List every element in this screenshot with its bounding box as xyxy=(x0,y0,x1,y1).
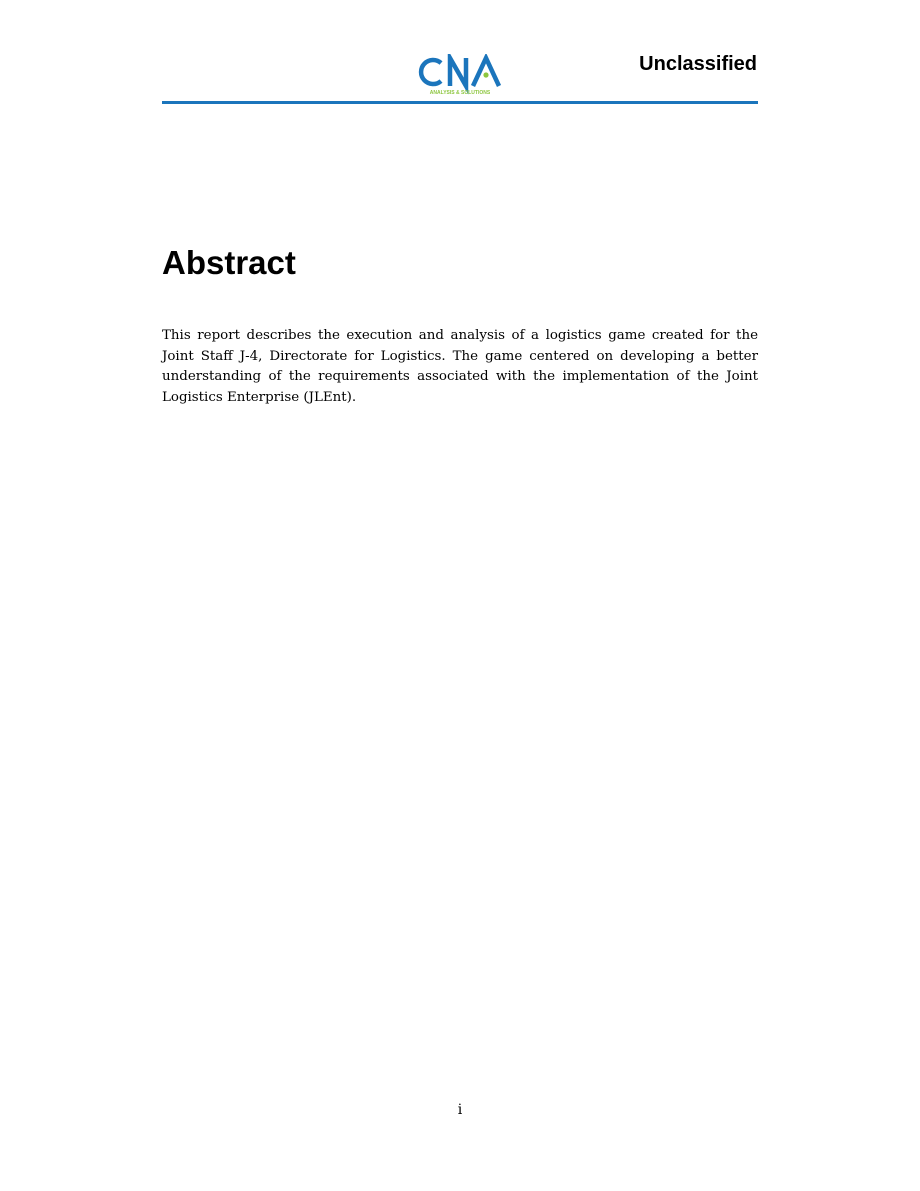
page-number: i xyxy=(457,1102,463,1118)
logo-tagline: ANALYSIS & SOLUTIONS xyxy=(429,90,491,96)
header-divider xyxy=(162,101,758,104)
abstract-paragraph: This report describes the execution and analysis of a logistics game created for the Joint Staff J-4, Directorate for Logistics. The game centered on developing a better understanding of the requirements associated with the implementation of the Joint Logistics Enterprise (JLEnt). xyxy=(162,328,758,405)
page-title: Abstract xyxy=(162,244,296,281)
classification-label: Unclassified xyxy=(639,53,757,75)
cna-logo xyxy=(414,54,506,96)
